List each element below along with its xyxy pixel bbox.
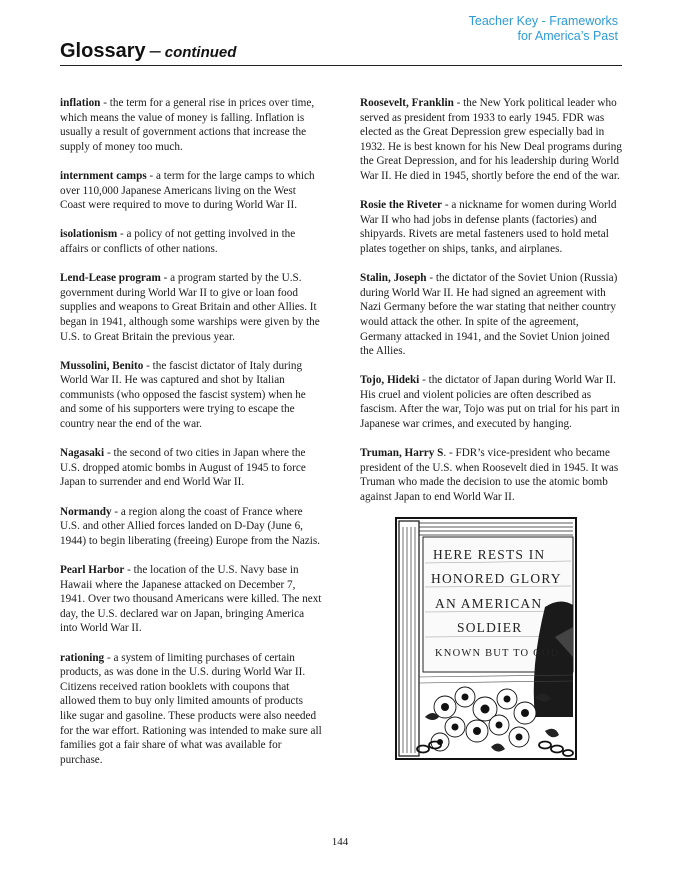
- glossary-term: Pearl Harbor: [60, 564, 125, 576]
- glossary-entry: [60, 446, 322, 490]
- tomb-of-unknown-soldier-illustration: [395, 517, 577, 760]
- glossary-entry: [60, 271, 322, 344]
- glossary-entry: [360, 271, 622, 359]
- glossary-entry: [60, 96, 322, 154]
- title-rule: [60, 65, 622, 66]
- inscription-line-4: SOLDIER: [457, 620, 523, 635]
- continued-subtitle: continued: [164, 44, 237, 61]
- glossary-entry: [360, 373, 622, 431]
- glossary-term: rationing: [60, 651, 105, 664]
- glossary-definition: - a term for the large camps to which over 110,000 Japanese Americans living on the West Coast were required to move to during World War II.: [60, 169, 315, 212]
- page-number: 144: [331, 836, 349, 848]
- glossary-entry: [60, 359, 322, 432]
- glossary-term: Roosevelt, Franklin: [360, 97, 454, 109]
- glossary-definition: - the dictator of Japan during World War II. His cruel and violent policies are often described as fascism. After the war, Tojo was put on trial for his part in Japanese war crimes, and executed by hanging.: [360, 374, 620, 431]
- glossary-definition: - a region along the coast of France where U.S. and other Allied forces landed on D-Day (June 6, 1944) to begin liberating (freeing) Europe from the Nazis.: [60, 505, 321, 547]
- glossary-definition: - the term for a general rise in prices over time, which means the value of money is falling. Inflation is usually a result of government actions that increase the supply of money too much.: [60, 97, 315, 153]
- glossary-entry: [360, 198, 622, 256]
- title-dash: –: [149, 40, 161, 62]
- glossary-term: Mussolini, Benito: [60, 359, 144, 372]
- page-title: [60, 40, 236, 63]
- glossary-definition: - a system of limiting purchases of certain products, as was done in the U.S. during World War II. Citizens received ration booklets with coupons that allowed them to buy only limited amounts of products like sugar and gasoline. These products were also needed for the war effort. Rationing was intended to make sure all families got a fair share of what was available for purchase.: [60, 651, 322, 766]
- glossary-term: Nagasaki: [60, 447, 105, 460]
- glossary-entry: [360, 446, 622, 504]
- glossary-left-column: [60, 96, 322, 782]
- glossary-definition: - the second of two cities in Japan where the U.S. dropped atomic bombs in August of 1945 to force Japan to surrender and end World War II.: [60, 447, 306, 489]
- teacher-key-line-2: for America’s Past: [517, 29, 618, 43]
- glossary-definition: - the fascist dictator of Italy during World War II. He was captured and shot by Italian communists (who opposed the fascist system) when he and some of his supporters were trying to escape the country near the end of the war.: [60, 359, 306, 431]
- glossary-entry: [60, 169, 322, 213]
- glossary-term: internment camps: [60, 169, 147, 182]
- glossary-definition: - the dictator of the Soviet Union (Russia) during World War II. He had signed an agreement with Nazi Germany before the war stating that neither country would attack the other. In spite of the agreement, Germany attacked in 1941, and the Soviet Union joined the Allies.: [360, 272, 618, 358]
- glossary-term: isolationism: [60, 228, 118, 241]
- glossary-right-column: [360, 96, 622, 519]
- glossary-definition: . - FDR’s vice-president who became president of the U.S. when Roosevelt died in 1945. It was Truman who made the decision to use the atomic bomb against Japan to end World War II.: [360, 447, 619, 504]
- inscription-line-1: HERE RESTS IN: [433, 547, 546, 562]
- glossary-definition: - a policy of not getting involved in the affairs or conflicts of other nations.: [60, 228, 296, 255]
- inscription-line-2: HONORED GLORY: [431, 571, 562, 586]
- glossary-term: inflation: [60, 97, 101, 109]
- glossary-entry: [360, 96, 622, 184]
- teacher-key-header: [469, 14, 618, 44]
- glossary-term: Tojo, Hideki: [360, 374, 420, 387]
- teacher-key-line-1: Teacher Key - Frameworks: [468, 14, 618, 28]
- glossary-definition: - a program started by the U.S. government during World War II to give or loan food supplies and weapons to Great Britain and other Allies. It began in 1941, although some warships were given by the U.S. to Great Britain the previous year.: [60, 272, 320, 343]
- glossary-term: Normandy: [60, 505, 112, 518]
- glossary-definition: - the New York political leader who served as president from 1933 to early 1945. FDR was elected as the Great Depression grew especially bad in 1932. He is best known for his New Deal programs during the Great Depression, and for his leadership during World War II. He died in 1945, shortly before the end of the war.: [360, 97, 622, 182]
- glossary-entry: [60, 227, 322, 256]
- glossary-term: Lend-Lease program: [60, 272, 161, 285]
- glossary-entry: [60, 651, 322, 768]
- glossary-definition: - a nickname for women during World War II who had jobs in defense plants (factories) and shipyards. Rivets are metal fasteners used to hold metal plates together on ships, tanks, and airplanes.: [360, 199, 617, 255]
- glossary-entry: [60, 505, 322, 549]
- glossary-term: Rosie the Riveter: [360, 199, 443, 212]
- inscription-line-3: AN AMERICAN: [435, 596, 543, 611]
- glossary-definition: - the location of the U.S. Navy base in Hawaii where the Japanese attacked on December 7, 1941. Over two thousand Americans were killed. The next day, the U.S. declared war on Japan, bringing America into World War II.: [60, 564, 322, 635]
- inscription-line-5: KNOWN BUT TO GOD: [435, 648, 560, 659]
- glossary-term: Truman, Harry S: [360, 447, 444, 460]
- glossary-title: Glossary: [60, 40, 146, 62]
- glossary-entry: [60, 563, 322, 636]
- glossary-term: Stalin, Joseph: [360, 272, 427, 285]
